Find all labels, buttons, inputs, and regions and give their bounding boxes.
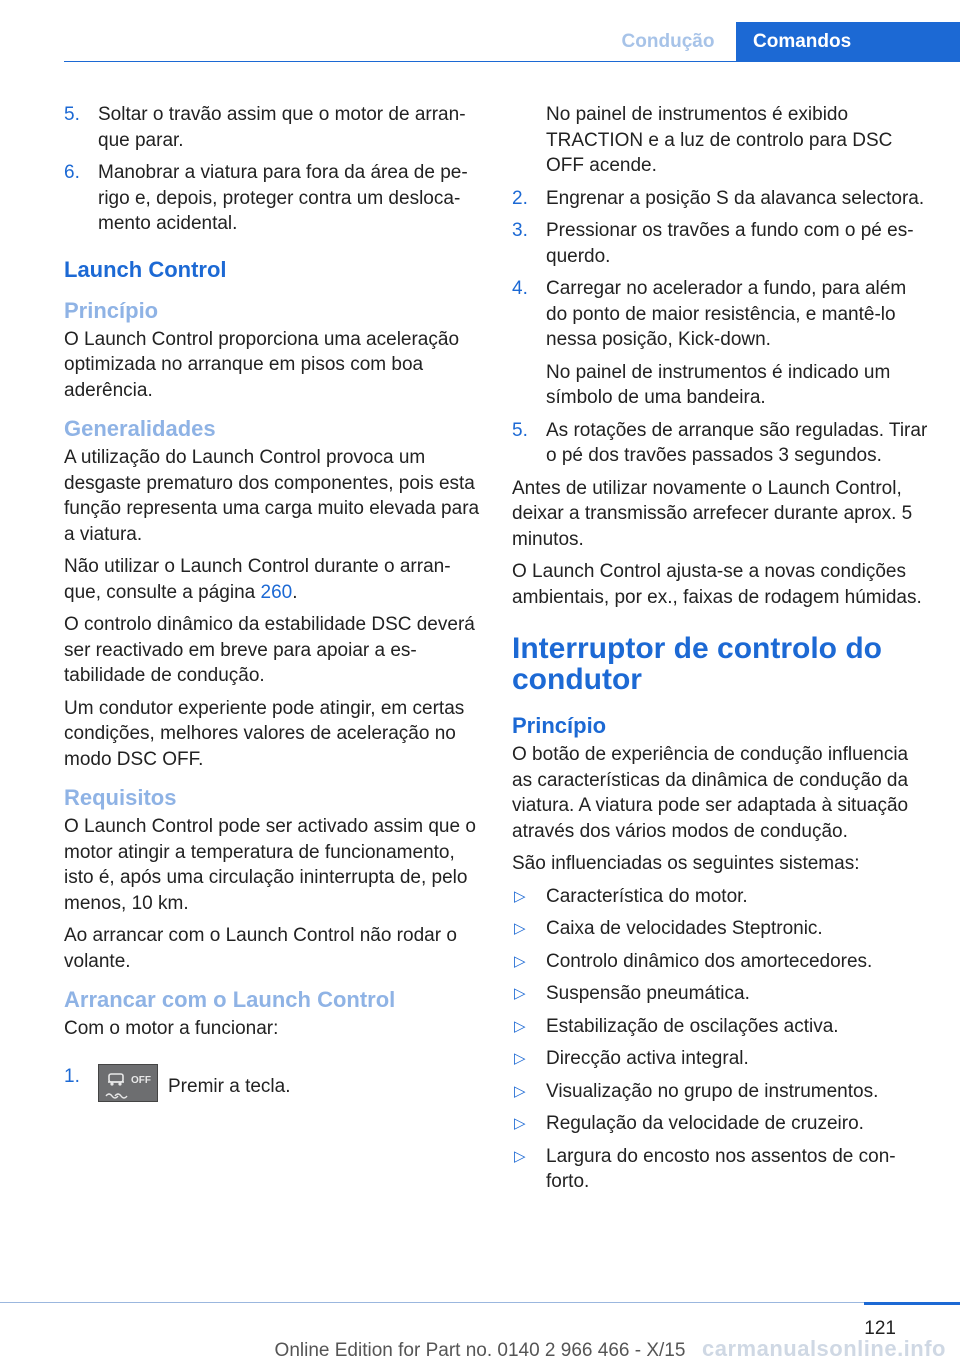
bullet-text: Visualização no grupo de instrumentos. [546,1080,879,1102]
list-item [512,418,928,469]
step-number: 6. [64,162,80,183]
step-text: Premir a tecla. [168,1075,291,1097]
bullet-text: Regulação da velocidade de cruzeiro. [546,1113,864,1134]
paragraph: O Launch Control proporciona uma aceleração optimizada no arranque em pisos com boa aderência. [64,328,460,401]
triangle-bullet-icon: ▷ [514,1082,526,1100]
triangle-bullet-icon: ▷ [514,1017,526,1035]
heading-launch-control: Launch Control [64,256,227,282]
triangle-bullet-icon: ▷ [514,985,526,1002]
right-column [512,102,928,1202]
tab-conducao[interactable]: Condução [600,22,736,62]
list-item [64,160,480,237]
step-number: 1. [64,1065,80,1087]
bullet-text: Suspensão pneumática. [546,983,750,1004]
list-item [512,186,928,212]
footer-accent-bar [864,1302,960,1305]
list-item [64,1064,480,1102]
bullet-item [512,1046,928,1072]
paragraph: O Launch Control ajusta-se a novas condições ambientais, por ex., faixas de rodagem húmidas. [512,561,922,608]
step-text: Carregar no acelerador a fundo, para além do ponto de maior resistência, e mantê-lo nessa posição, Kick-down. [546,278,907,350]
bullet-text: Controlo dinâmico dos amortecedores. [546,950,873,972]
bullet-item [512,1079,928,1105]
bullet-text: Estabilização de oscilações activa. [546,1015,839,1037]
paragraph: São influenciadas os seguintes sistemas: [512,853,860,874]
header-divider [64,61,960,62]
heading-principio: Princípio [512,713,607,738]
triangle-bullet-icon: ▷ [514,920,526,937]
bullet-item [512,981,928,1007]
footer-divider [0,1302,896,1303]
step-number: 3. [512,220,528,241]
bullet-item [512,1144,928,1195]
bullet-item [512,949,928,975]
paragraph: O Launch Control pode ser activado assim que o motor atingir a temperatura de funcionamento, isto é, após uma circulação ininterrupta de, pelo menos, 10 km. [64,816,476,914]
bullet-text: Largura do encosto nos assentos de conforto. [546,1145,896,1192]
bullet-item [512,916,928,942]
step-number: 4. [512,278,528,299]
tab-comandos[interactable]: Comandos [736,22,960,62]
list-item [64,102,480,153]
heading-generalidades: Generalidades [64,416,216,441]
triangle-bullet-icon: ▷ [514,1115,526,1132]
step-continuation: No painel de instrumentos é indicado um símbolo de uma bandeira. [546,361,891,408]
step-text: Soltar o travão assim que o motor de arranque parar. [98,104,466,151]
watermark-logo: carmanualsonline.info [702,1336,946,1361]
heading-requisitos: Requisitos [64,785,177,810]
heading-arrancar: Arrancar com o Launch Control [64,987,396,1012]
bullet-item [512,1111,928,1137]
bullet-item [512,884,928,910]
triangle-bullet-icon: ▷ [514,952,526,970]
edition-note: Online Edition for Part no. 0140 2 966 466 - X/15 [274,1340,686,1361]
heading-principio: Princípio [64,297,159,323]
list-item [512,276,928,353]
bullet-item [512,1014,928,1040]
paragraph: O botão de experiência de condução influencia as características da dinâmica de condução da viatura. A viatura pode ser adaptada à situação através dos vários modos de condução. [512,744,909,842]
step-number: 5. [512,419,528,441]
paragraph-with-link [64,554,480,605]
list-item [512,218,928,269]
triangle-bullet-icon: ▷ [514,1050,526,1067]
paragraph: Com o motor a funcionar: [64,1018,279,1039]
triangle-bullet-icon: ▷ [514,1147,526,1165]
paragraph: Antes de utilizar novamente o Launch Control, deixar a transmissão arrefecer durante aprox. 5 minutos. [512,477,913,550]
paragraph-end: . [292,581,298,603]
step-text: Manobrar a viatura para fora da área de perigo e, depois, proteger contra um deslocamento acidental. [98,162,468,234]
page-number: 121 [864,1318,896,1339]
page-link[interactable]: 260 [260,581,293,603]
paragraph: A utilização do Launch Control provoca um desgaste prematuro dos componentes, pois esta função representa uma carga muito elevada para a viatura. [64,447,480,545]
svg-text:OFF: OFF [131,1074,151,1086]
left-column [64,102,480,1109]
paragraph: Ao arrancar com o Launch Control não rodar o volante. [64,925,457,972]
heading-interruptor: Interruptor de controlo do condutor [512,632,882,696]
paragraph: O controlo dinâmico da estabilidade DSC deverá ser reactivado em breve para apoiar a estabilidade de condução. [64,614,475,686]
bullet-text: Direcção activa integral. [546,1048,749,1069]
bullet-text: Caixa de velocidades Steptronic. [546,918,823,939]
bullet-text: Característica do motor. [546,885,748,907]
paragraph-text: Não utilizar o Launch Control durante o arranque, consulte a página [64,556,451,603]
step-text: Engrenar a posição S da alavanca selectora. [546,187,925,209]
step-continuation: No painel de instrumentos é exibido TRACTION e a luz de controlo para DSC OFF acende. [546,104,893,176]
step-text: Pressionar os travões a fundo com o pé esquerdo. [546,220,914,267]
dsc-off-button-icon [98,1064,158,1102]
step-text: As rotações de arranque são reguladas. Tirar o pé dos travões passados 3 segundos. [546,419,928,466]
triangle-bullet-icon: ▷ [514,887,526,905]
step-number: 5. [64,104,80,125]
step-number: 2. [512,187,528,209]
paragraph: Um condutor experiente pode atingir, em certas condições, melhores valores de aceleração no modo DSC OFF. [64,697,465,770]
